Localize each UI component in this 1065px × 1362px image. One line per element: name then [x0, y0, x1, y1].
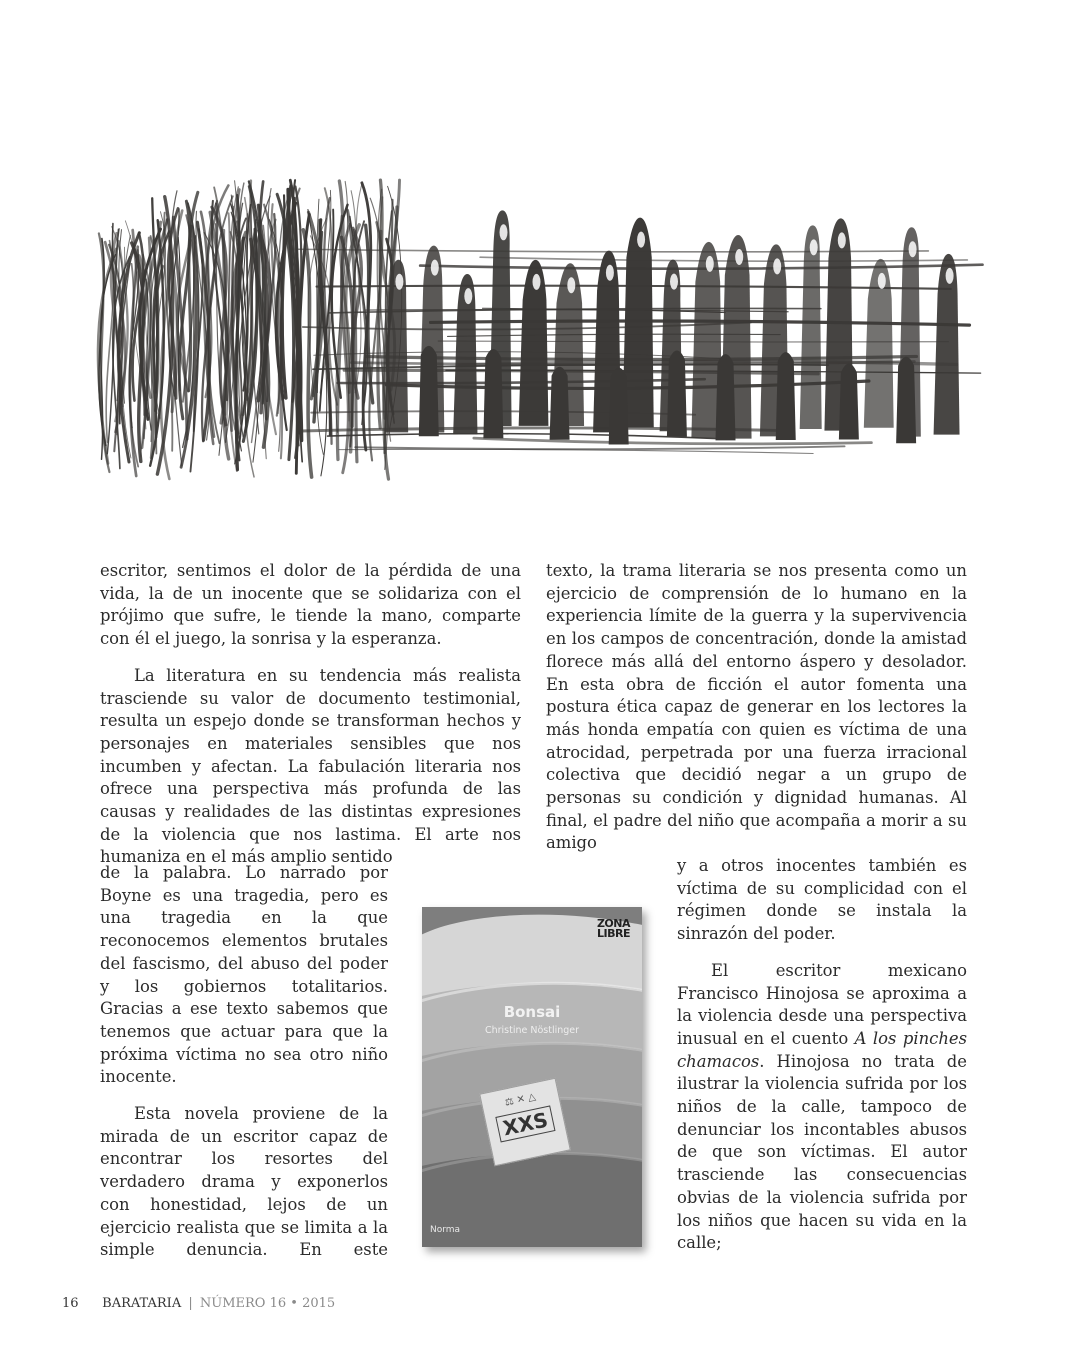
footer-separator: |: [188, 1296, 193, 1311]
book-author: Christine Nöstlinger: [484, 1025, 580, 1036]
publisher-logo-line: LIBRE: [597, 927, 630, 940]
magazine-name: BARATARIA: [102, 1296, 182, 1311]
laundry-icons: ⚖ ✕ △: [503, 1091, 537, 1109]
paragraph: de la palabra. Lo narrado por Boyne es una tragedia, pero es una tragedia en la que reconocemos elementos brutales del fascismo, del abuso del poder y los gobiernos totalitarios. Gracias a ese texto sabemos que tenemos que actuar para que la próxima víctima no sea otro niño inocente.: [100, 863, 388, 1087]
paragraph: La literatura en su tendencia más realista trasciende su valor de documento testimonial, resulta un espejo donde se transforman hechos y personajes en materiales sensibles que nos incumben y afectan. La fabulación literaria nos ofrece una perspectiva más profunda de las causas y realidades de las distintas expresiones de la violencia que nos lastima. El arte nos humaniza en el más amplio sentido: [100, 665, 521, 867]
column-right-top: [546, 560, 967, 855]
book-title: Bonsai: [503, 1003, 561, 1021]
column-left-top: [100, 560, 521, 869]
folded-clothes-graphic: [422, 907, 642, 1247]
paragraph: y a otros inocentes también es víctima de su complicidad con el régimen donde se instala la sinrazón del poder.: [677, 856, 967, 944]
page-number: 16: [62, 1296, 79, 1311]
paragraph: [677, 960, 967, 1255]
paragraph: escritor, sentimos el dolor de la pérdida de una vida, la de un inocente que se solidariza con el prójimo que sufre, le tiende la mano, comparte con él el juego, la sonrisa y la esperanza.: [100, 561, 521, 649]
paragraph: Esta novela proviene de la mirada de un escritor capaz de encontrar los resortes del verdadero drama y exponerlos con honestidad, lejos de un ejercicio realista que se limita a la simple denuncia. En este: [100, 1104, 388, 1260]
book-cover-image: [422, 907, 642, 1247]
paragraph-text: El escritor mexicano Francisco Hinojosa se aproxima a la violencia desde una perspectiva inusual en el cuento: [677, 960, 967, 1048]
publisher-logo-line: ZONA: [596, 917, 630, 930]
page-footer: [62, 1296, 335, 1311]
publisher-logo: [597, 919, 630, 939]
procession-illustration: [95, 160, 995, 490]
issue-info: NÚMERO 16 • 2015: [199, 1296, 336, 1311]
column-right-narrow: [677, 855, 967, 1255]
imprint-logo: Norma: [430, 1225, 461, 1235]
size-label: XXS: [496, 1105, 555, 1142]
clothing-tag: [479, 1078, 571, 1167]
paragraph: texto, la trama literaria se nos presenta como un ejercicio de comprensión de lo humano en la experiencia límite de la guerra y la supervivencia en los campos de concentración, donde la amistad florece más allá del entorno áspero y desolador. En esta obra de ficción el autor fomenta una postura ética capaz de generar en los lectores la más honda empatía con quien es víctima de una atrocidad, perpetrada por una fuerza irracional colectiva que decidió negar a un grupo de personas su condición y dignidad humanas. Al final, el padre del niño que acompaña a morir a su amigo: [546, 561, 967, 853]
story-title: A los pinches chamacos: [677, 1028, 967, 1071]
paragraph-text: . Hinojosa no trata de ilustrar la violencia sufrida por los niños de la calle, tampoco de denunciar los incontables abusos de que son víctimas. El autor trasciende las consecuencias obvias de la violencia sufrida por los niños que hacen su vida en la calle;: [677, 1051, 967, 1253]
column-left-narrow: [100, 862, 388, 1262]
